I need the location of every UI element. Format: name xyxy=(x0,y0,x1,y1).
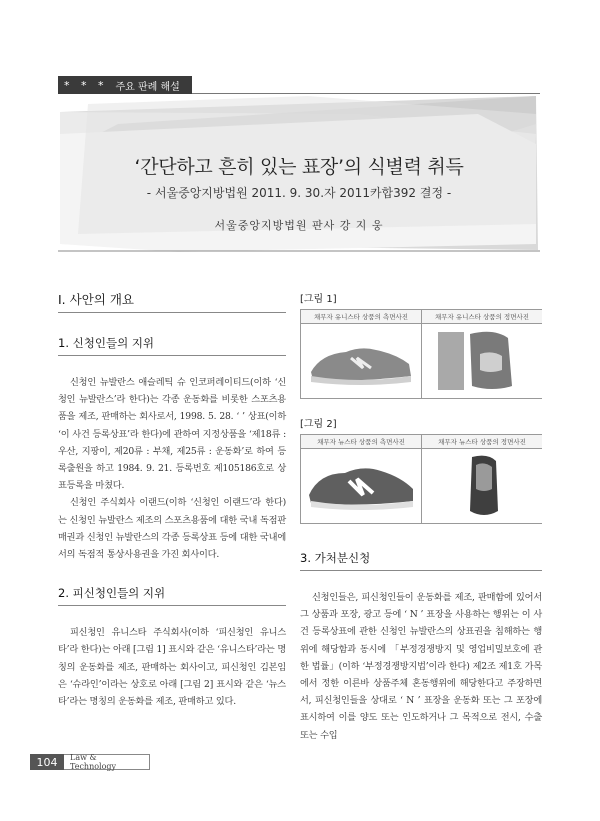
figure-caption: 채무자 유니스타 상품의 측면사진 xyxy=(301,310,421,324)
shoe-front-image xyxy=(422,449,542,523)
journal-name: Law & Technology xyxy=(64,754,150,770)
figure-caption: 채무자 유니스타 상품의 정면사진 xyxy=(422,310,542,324)
article-title: ‘간단하고 흔히 있는 표장’의 식별력 취득 xyxy=(134,156,464,178)
figure-label: [그림 2] xyxy=(300,419,337,430)
page-footer xyxy=(30,754,150,770)
section-tag xyxy=(58,76,192,94)
section-tag-label: 주요 판례 해설 xyxy=(115,81,180,93)
figure-caption: 채무자 뉴스타 상품의 측면사진 xyxy=(301,435,421,449)
right-column xyxy=(300,290,542,744)
stars-decoration: * * * xyxy=(64,78,108,92)
paragraph: 신청인 뉴발란스 애슬레틱 슈 인코퍼레이티드(이하 ‘신청인 뉴발란스’라 한다)는 각종 운동화를 비롯한 스포츠용품을 제조, 판매하는 회사로서, 1998. 5. 28. ‘ ’ 상표(이하 ‘이 사건 등록상표’라 한다)에 관하여 지정상품을 ‘제18류 : 우산, 지팡이, 제20류 : 부채, 제25류 : 운동화’로 하여 등록출원을 하고 1984. 9. 21. 등록번호 제105186호로 상표등록을 마쳤다. xyxy=(58,377,286,492)
left-column xyxy=(58,290,286,710)
shoe-side-image xyxy=(301,324,421,398)
figure-label: [그림 1] xyxy=(300,294,337,305)
shoe-front-image xyxy=(422,324,542,398)
subsection-heading: 1. 신청인들의 지위 xyxy=(58,335,286,356)
article-author: 서울중앙지방법원 판사 강 지 웅 xyxy=(214,219,384,232)
paragraph: 신청인들은, 피신청인들이 운동화를 제조, 판매함에 있어서 그 상품과 포장, 광고 등에 ‘ N ’ 표장을 사용하는 행위는 이 사건 등록상표에 관한 신청인 뉴발란스의 상표권을 침해하는 행위에 해당함과 동시에 「부정경쟁방지 및 영업비밀보호에 관한 법률」(이하 ‘부정경쟁방지법’이라 한다) 제2조 제1호 가목에서 정한 이른바 상품주체 혼동행위에 해당한다고 주장하면서, 피신청인들을 상대로 ‘ N ’ 표장을 운동화 또는 그 포장에 표시하여 이를 양도 또는 인도하거나 그 목적으로 전시, 수출 또는 수입 xyxy=(300,592,542,741)
article-subtitle: - 서울중앙지방법원 2011. 9. 30.자 2011카합392 결정 - xyxy=(146,186,452,200)
paragraph: 피신청인 유니스타 주식회사(이하 ‘피신청인 유니스타’라 한다)는 아래 [그림 1] 표시와 같은 ‘유니스타’라는 명칭의 운동화를 제조, 판매하는 회사이고, 피신청인 김본임은 ‘슈라인’이라는 상호로 아래 [그림 2] 표시와 같은 ‘뉴스타’라는 명칭의 운동화를 제조, 판매하고 있다. xyxy=(58,627,286,708)
shoe-side-image xyxy=(301,449,421,523)
paragraph: 신청인 주식회사 이랜드(이하 ‘신청인 이랜드’라 한다)는 신청인 뉴발란스 제조의 스포츠용품에 대한 국내 독점판매권과 신청인 뉴발란스의 각종 등록상표 등에 대한 국내에서의 독점적 통상사용권을 가진 회사이다. xyxy=(58,497,286,561)
subsection-heading: 2. 피신청인들의 지위 xyxy=(58,585,286,606)
section-heading: I. 사안의 개요 xyxy=(58,290,286,313)
subsection-heading: 3. 가처분신청 xyxy=(300,550,542,571)
figure-2 xyxy=(300,434,542,524)
title-banner xyxy=(58,94,540,252)
figure-caption: 채무자 뉴스타 상품의 정면사진 xyxy=(422,435,542,449)
figure-1 xyxy=(300,309,542,399)
page-number: 104 xyxy=(30,754,64,770)
